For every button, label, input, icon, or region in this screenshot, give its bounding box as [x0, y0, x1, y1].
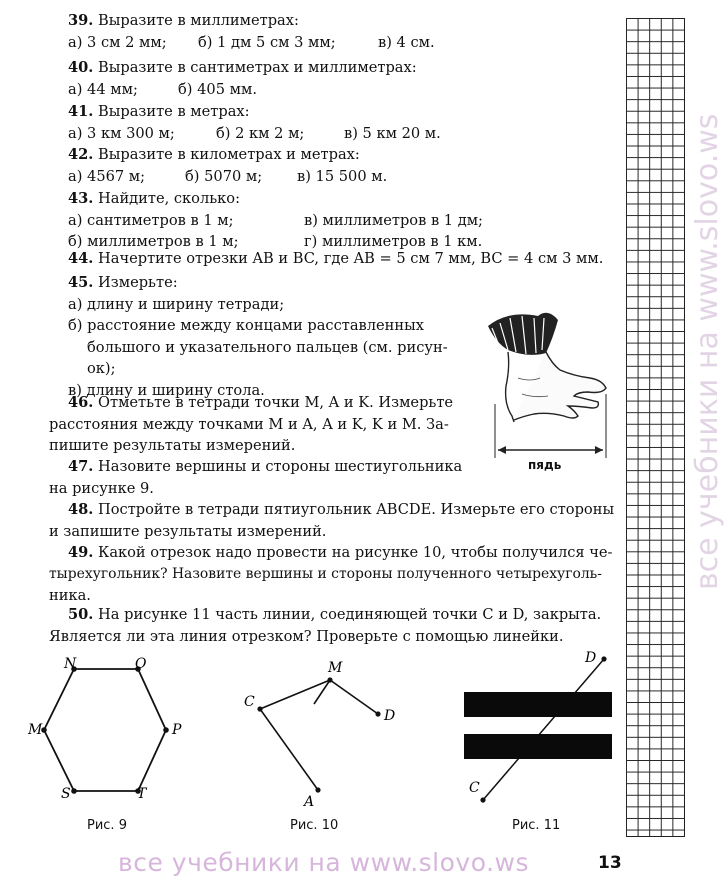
- exercise-39: [68, 10, 628, 53]
- vertex-label: N: [64, 656, 77, 672]
- item-b: б) 2 км 2 м;: [216, 124, 305, 142]
- item-b-cont: большого и указательного пальцев (см. рисун-: [87, 338, 448, 356]
- item-a: а) длину и ширину тетради;: [68, 295, 285, 313]
- page-number: 13: [598, 853, 622, 873]
- exercise-number: 39.: [68, 12, 94, 29]
- point-label: D: [585, 650, 597, 666]
- exercise-43: [68, 188, 628, 253]
- black-bar-top: [464, 692, 612, 717]
- item-a: а) 3 км 300 м;: [68, 124, 175, 142]
- item-b: б) 5070 м;: [185, 167, 263, 185]
- item-b-cont2: ок);: [87, 360, 116, 377]
- item-b: б) миллиметров в 1 м;: [68, 233, 239, 250]
- black-bar-bottom: [464, 734, 612, 759]
- watermark-bottom: все учебники на www.slovo.ws: [118, 848, 529, 877]
- exercise-42: [68, 144, 628, 187]
- item-c: в) миллиметров в 1 дм;: [304, 211, 483, 229]
- item-a: а) сантиметров в 1 м;: [68, 211, 234, 229]
- exercise-40: [68, 57, 628, 100]
- exercise-number: 43.: [68, 190, 94, 207]
- exercise-47: [49, 456, 628, 499]
- item-b: б) 405 мм.: [178, 80, 257, 98]
- hidden-line-drawing: [455, 650, 620, 810]
- item-a: а) 44 мм;: [68, 80, 138, 98]
- exercise-49: [49, 542, 628, 607]
- exercise-number: 46.: [68, 394, 94, 411]
- item-c: в) 4 см.: [378, 33, 435, 51]
- watermark-vertical: все учебники на www.slovo.ws: [690, 113, 725, 590]
- exercise-number: 48.: [68, 501, 94, 518]
- vertex-label: M: [28, 722, 43, 738]
- exercise-text: Выразите в миллиметрах:: [98, 12, 299, 29]
- exercise-line: и запишите результаты измерений.: [49, 522, 327, 540]
- figure-9: [20, 650, 200, 840]
- figure-11: [455, 650, 620, 840]
- item-c: в) 5 км 20 м.: [344, 124, 441, 142]
- item-a: а) 4567 м;: [68, 167, 146, 185]
- item-a: а) 3 см 2 мм;: [68, 33, 167, 51]
- exercise-text: Выразите в метрах:: [98, 103, 250, 120]
- exercise-text: Измерьте:: [98, 274, 178, 291]
- exercise-number: 41.: [68, 103, 94, 120]
- item-d: г) миллиметров в 1 км.: [304, 233, 483, 250]
- exercise-line: На рисунке 11 часть линии, соединяющей точки C и D, закрыта.: [98, 606, 602, 623]
- item-c: в) длину и ширину стола.: [68, 381, 265, 399]
- exercise-line: Назовите вершины и стороны шестиугольника: [98, 458, 463, 475]
- exercise-line: пишите результаты измерений.: [49, 437, 296, 454]
- exercise-number: 49.: [68, 544, 94, 561]
- vertex-label: P: [172, 722, 182, 738]
- broken-line-drawing: [238, 650, 408, 810]
- point-label: M: [328, 660, 343, 676]
- point-label: A: [304, 794, 315, 810]
- vertex-label: O: [135, 656, 147, 672]
- item-b: б) расстояние между концами расставленных: [68, 317, 424, 334]
- exercise-50: [49, 604, 628, 647]
- point-label: C: [244, 694, 255, 710]
- exercise-line: Отметьте в тетради точки M, A и K. Измерьте: [98, 394, 454, 411]
- exercise-44: [68, 248, 628, 270]
- exercise-line: Какой отрезок надо провести на рисунке 10, чтобы получился че-: [98, 544, 613, 561]
- exercise-number: 42.: [68, 146, 94, 163]
- exercise-text: Начертите отрезки AB и BC, где AB = 5 см 7 мм, BC = 4 см 3 мм.: [98, 250, 604, 267]
- exercise-number: 45.: [68, 274, 94, 291]
- exercise-line: ника.: [49, 587, 91, 604]
- item-b: б) 1 дм 5 см 3 мм;: [198, 33, 336, 51]
- exercise-text: Найдите, сколько:: [98, 190, 241, 207]
- exercise-line: тырехугольник? Назовите вершины и стороны полученного четырехуголь-: [49, 565, 602, 582]
- exercise-number: 40.: [68, 59, 94, 76]
- figure-caption: Рис. 11: [512, 818, 561, 833]
- exercise-line: Постройте в тетради пятиугольник ABCDE. Измерьте его стороны: [98, 501, 615, 518]
- exercise-46: [49, 392, 628, 457]
- exercise-48: [49, 499, 628, 542]
- exercise-number: 50.: [68, 606, 94, 623]
- vertex-label: S: [61, 786, 71, 802]
- graph-paper-strip: [626, 18, 685, 837]
- exercise-line: на рисунке 9.: [49, 479, 154, 497]
- figure-caption: Рис. 9: [87, 818, 127, 833]
- hand-span-label: пядь: [528, 458, 562, 472]
- item-c: в) 15 500 м.: [297, 167, 388, 185]
- point-label: D: [384, 708, 396, 724]
- vertex-label: T: [137, 786, 147, 802]
- exercise-line: Является ли эта линия отрезком? Проверьте с помощью линейки.: [49, 627, 564, 645]
- exercise-number: 44.: [68, 250, 94, 267]
- exercise-text: Выразите в сантиметрах и миллиметрах:: [98, 59, 417, 76]
- figure-10: [238, 650, 408, 840]
- point-label: C: [469, 780, 480, 796]
- exercise-41: [68, 101, 628, 144]
- exercise-number: 47.: [68, 458, 94, 475]
- exercise-text: Выразите в километрах и метрах:: [98, 146, 360, 163]
- figure-caption: Рис. 10: [290, 818, 339, 833]
- hexagon-drawing: [20, 650, 200, 800]
- exercise-line: расстояния между точками M и A, A и K, K и M. За-: [49, 415, 449, 433]
